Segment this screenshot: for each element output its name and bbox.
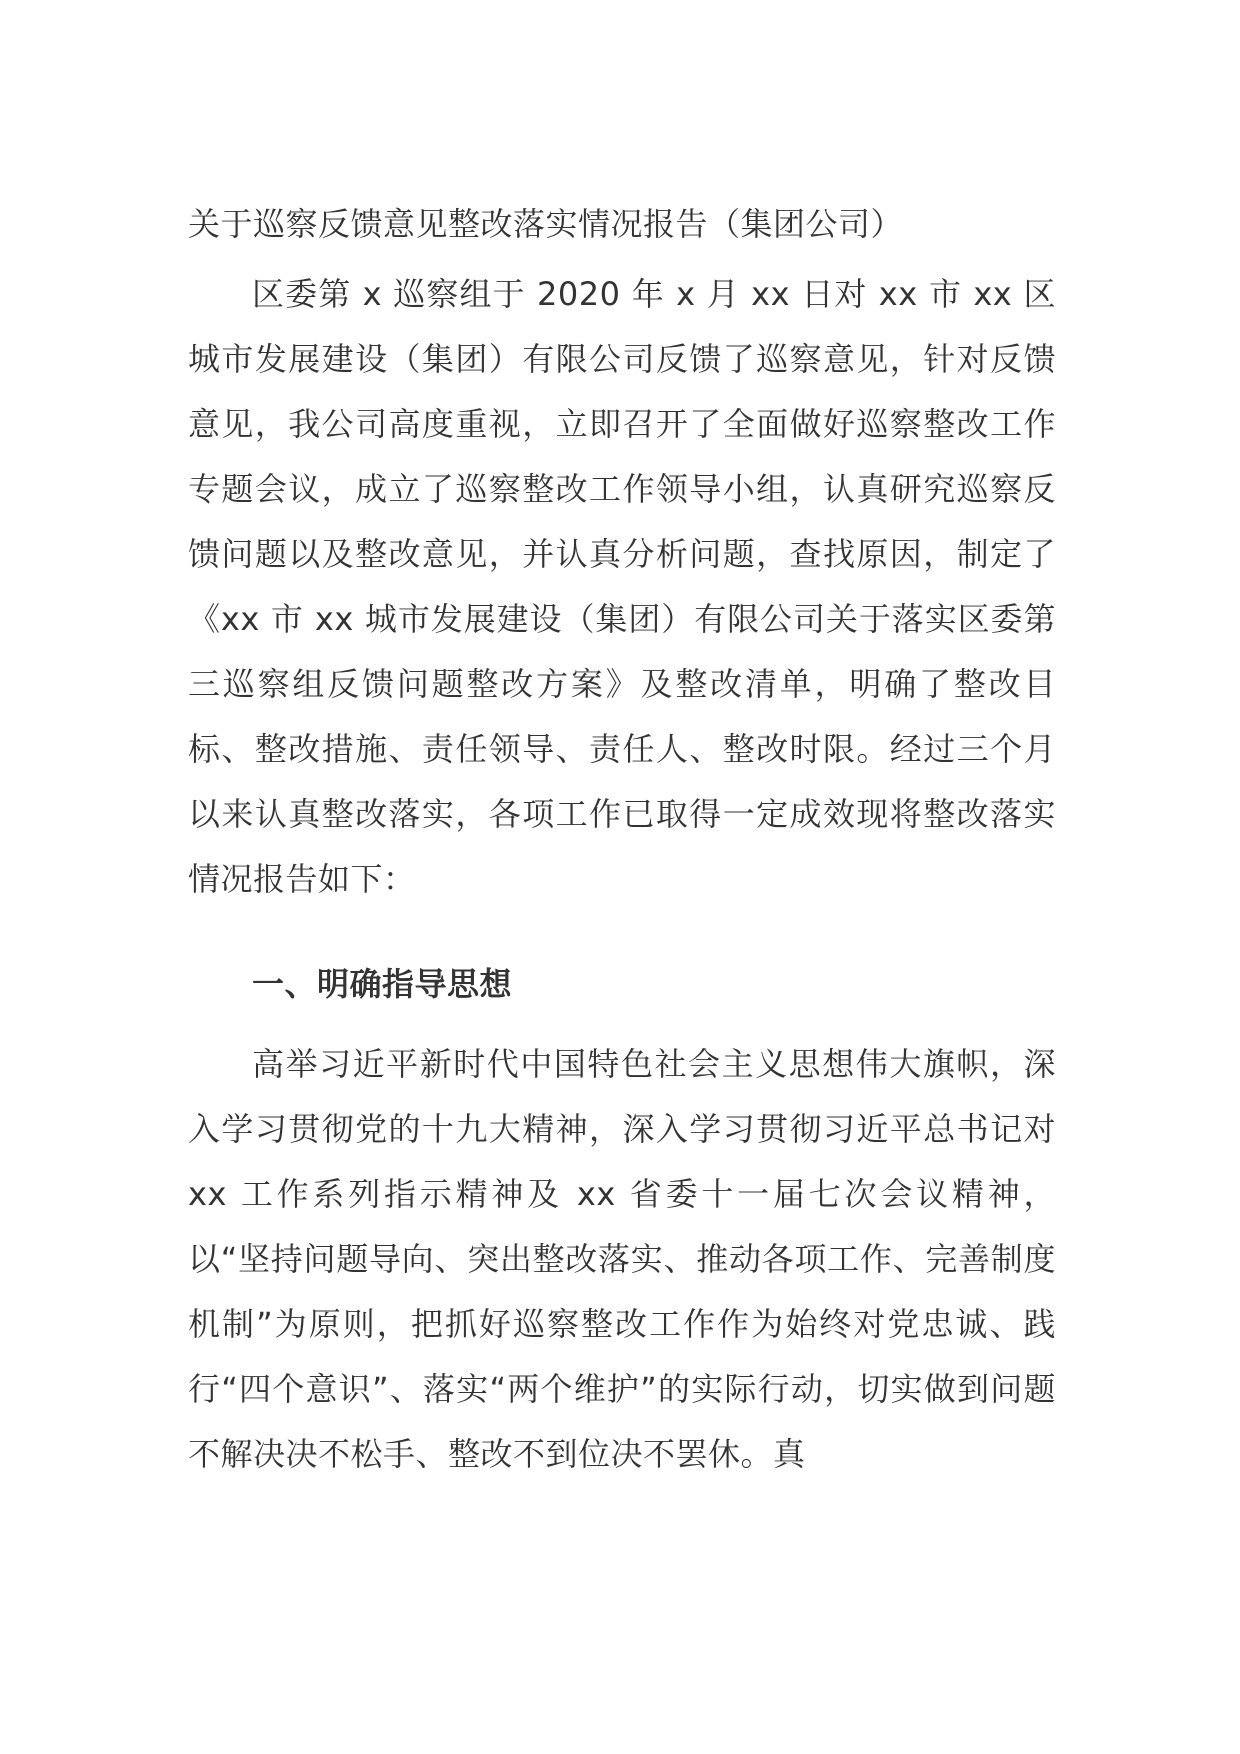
intro-paragraph: 区委第 x 巡察组于 2020 年 x 月 xx 日对 xx 市 xx 区城市发展建设（集团）有限公司反馈了巡察意见，针对反馈意见，我公司高度重视，立即召开了全面做好巡察整改工作专题会议，成立了巡察整改工作领导小组，认真研究巡察反馈问题以及整改意见，并认真分析问题，查找原因，制定了《xx 市 xx 城市发展建设（集团）有限公司关于落实区委第三巡察组反馈问题整改方案》及整改清单，明确了整改目标、整改措施、责任领导、责任人、整改时限。经过三个月以来认真整改落实，各项工作已取得一定成效现将整改落实情况报告如下： xyxy=(188,275,1056,898)
section-paragraph: 高举习近平新时代中国特色社会主义思想伟大旗帜，深入学习贯彻党的十九大精神，深入学习贯彻习近平总书记对 xx 工作系列指示精神及 xx 省委十一届七次会议精神，以“坚持问题导向、突出整改落实、推动各项工作、完善制度机制”为原则，把抓好巡察整改工作作为始终对党忠诚、践行“四个意识”、落实“两个维护”的实际行动，切实做到问题不解决决不松手、整改不到位决不罢休。真 xyxy=(188,1045,1056,1473)
document-title: 关于巡察反馈意见整改落实情况报告（集团公司） xyxy=(188,205,904,243)
section-heading: 一、明确指导思想 xyxy=(252,965,513,1003)
document-body xyxy=(188,200,1056,1487)
